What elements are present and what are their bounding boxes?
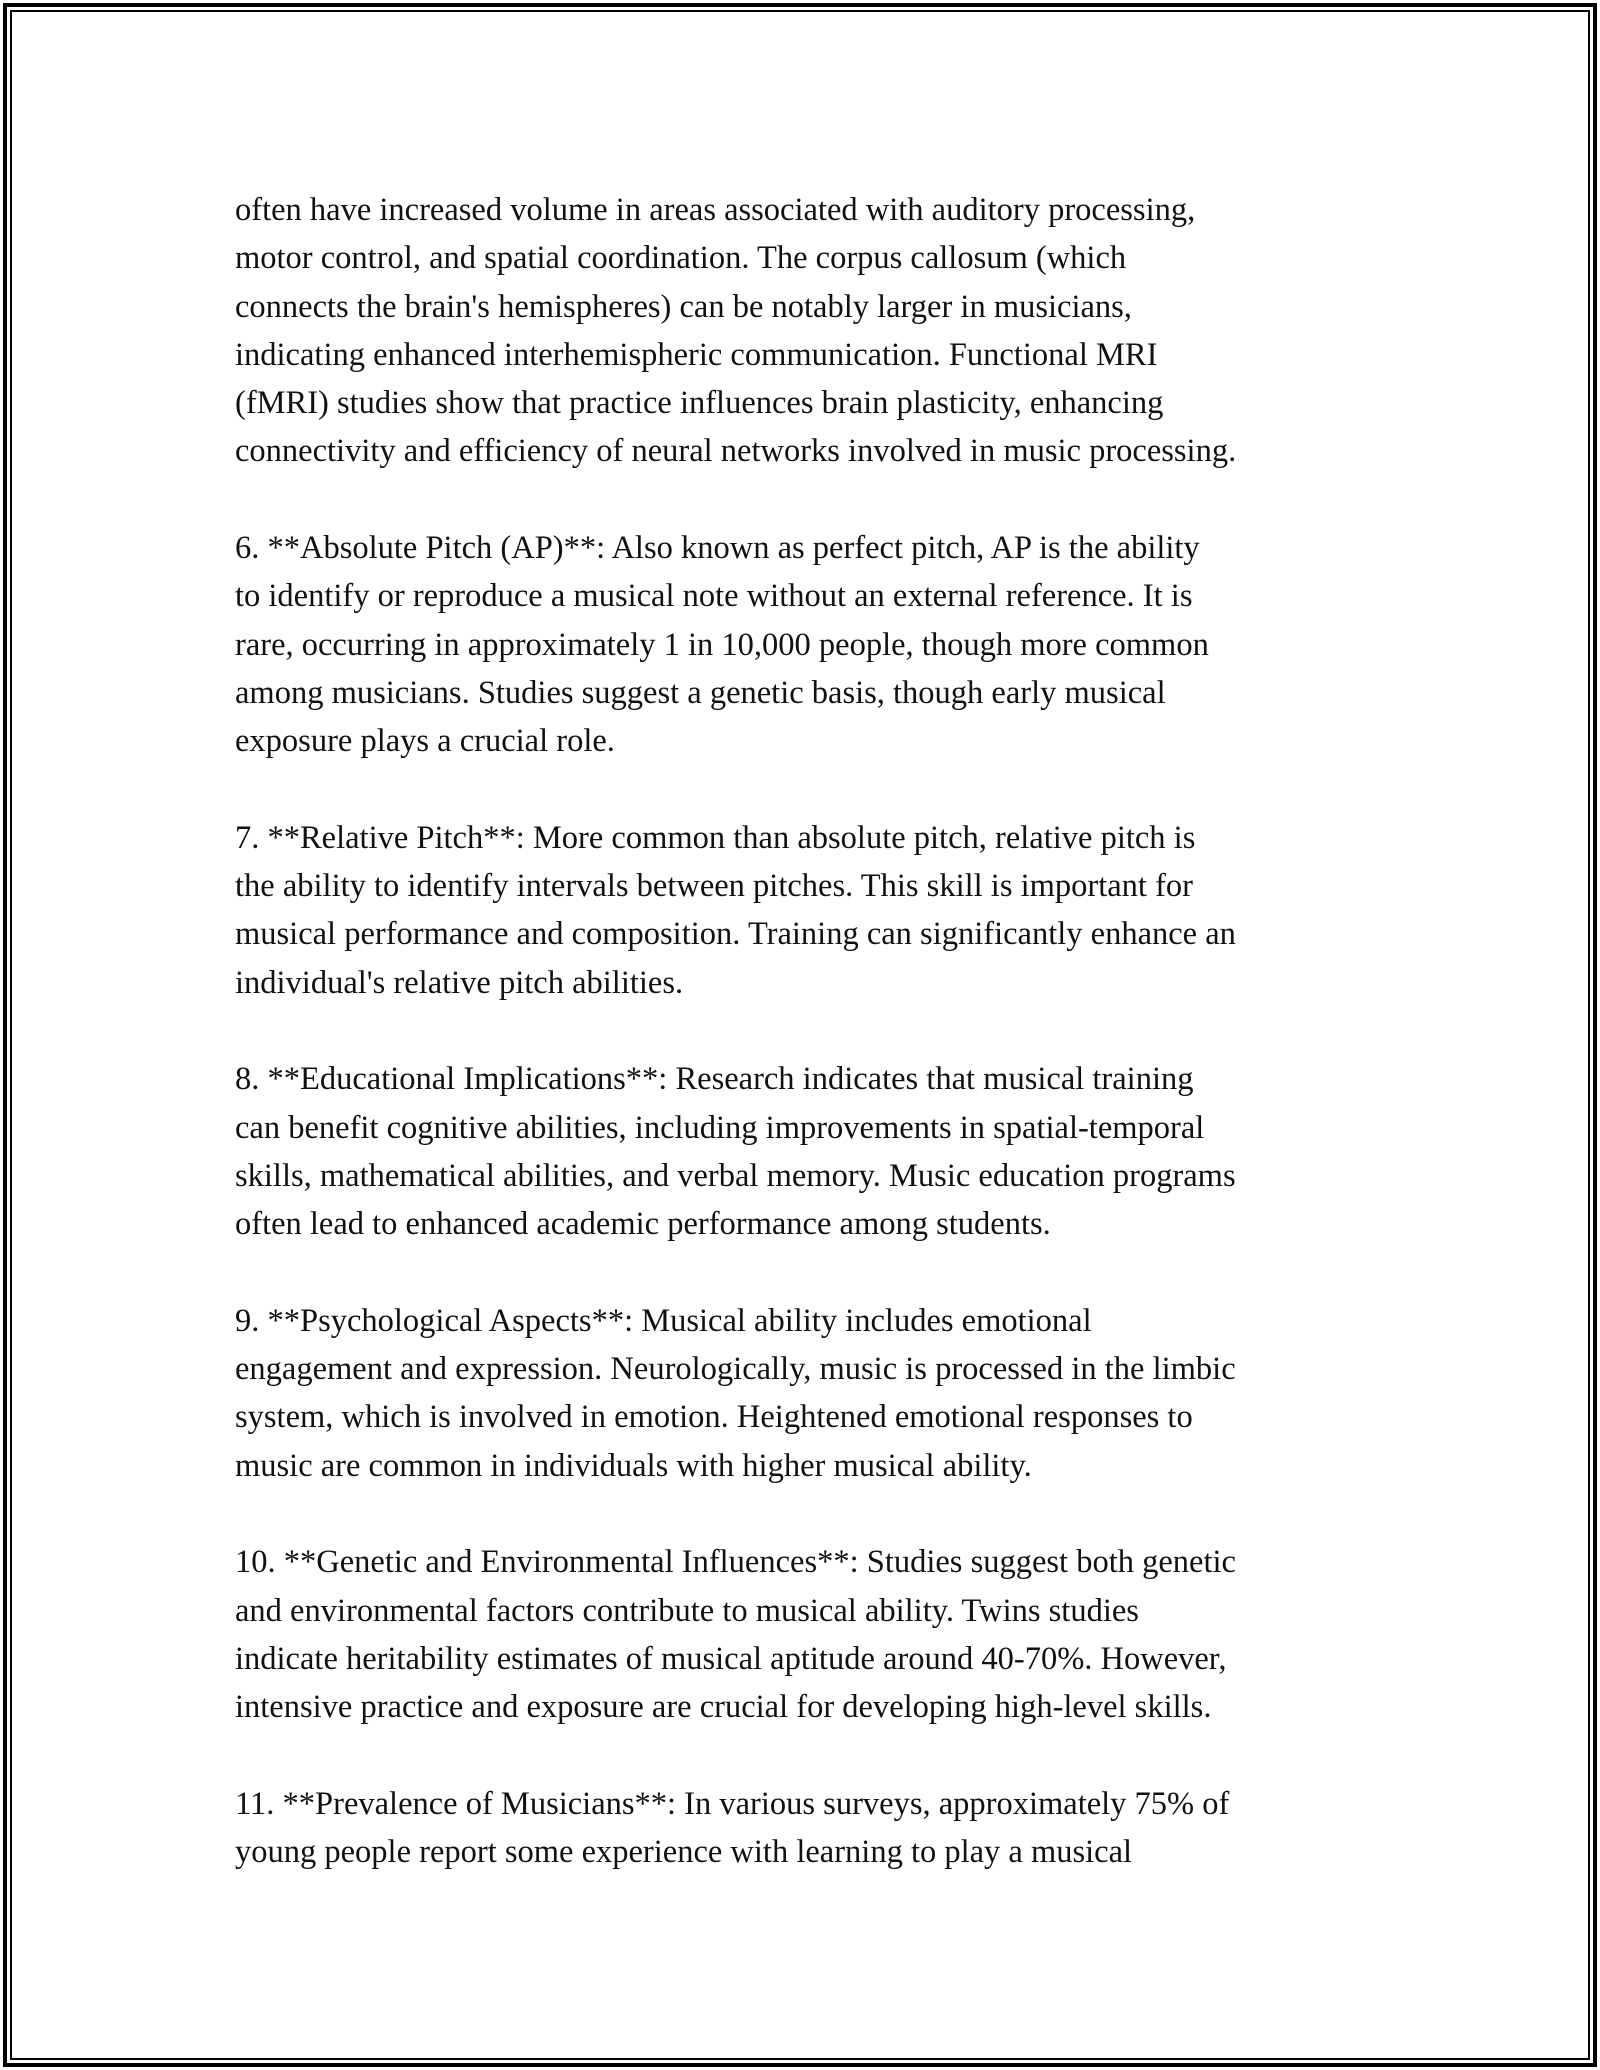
- text-line: rare, occurring in approximately 1 in 10,000 people, though more common: [235, 626, 1209, 663]
- text-line: often have increased volume in areas associated with auditory processing,: [235, 192, 1196, 228]
- text-line: engagement and expression. Neurologically, music is processed in the limbic: [235, 1351, 1236, 1388]
- paragraph-brain-structure: [235, 186, 1395, 476]
- paragraph-psychological-aspects: [235, 1297, 1395, 1490]
- text-line: 7. **Relative Pitch**: More common than absolute pitch, relative pitch is: [235, 819, 1196, 856]
- paragraph-relative-pitch: [235, 814, 1395, 1007]
- text-line: 11. **Prevalence of Musicians**: In various surveys, approximately 75% of: [235, 1785, 1230, 1822]
- text-line: connects the brain's hemispheres) can be notably larger in musicians,: [235, 288, 1132, 325]
- text-line: system, which is involved in emotion. Heightened emotional responses to: [235, 1399, 1193, 1436]
- text-line: music are common in individuals with higher musical ability.: [235, 1447, 1032, 1484]
- text-line: to identify or reproduce a musical note without an external reference. It is: [235, 578, 1193, 615]
- paragraph-prevalence-musicians: [235, 1780, 1395, 1877]
- text-line: 8. **Educational Implications**: Research indicates that musical training: [235, 1061, 1194, 1098]
- document-body: [235, 186, 1395, 1925]
- text-line: intensive practice and exposure are crucial for developing high-level skills.: [235, 1689, 1212, 1726]
- text-line: young people report some experience with learning to play a musical: [235, 1834, 1133, 1871]
- text-line: individual's relative pitch abilities.: [235, 964, 684, 1001]
- text-line: 6. **Absolute Pitch (AP)**: Also known as perfect pitch, AP is the ability: [235, 530, 1200, 567]
- text-line: motor control, and spatial coordination. The corpus callosum (which: [235, 240, 1127, 277]
- text-line: musical performance and composition. Training can significantly enhance an: [235, 916, 1236, 953]
- text-line: can benefit cognitive abilities, including improvements in spatial-temporal: [235, 1109, 1205, 1146]
- text-line: indicating enhanced interhemispheric communication. Functional MRI: [235, 336, 1158, 373]
- text-line: indicate heritability estimates of musical aptitude around 40-70%. However,: [235, 1640, 1227, 1677]
- text-line: among musicians. Studies suggest a genetic basis, though early musical: [235, 674, 1166, 711]
- text-line: 9. **Psychological Aspects**: Musical ability includes emotional: [235, 1302, 1092, 1339]
- text-line: (fMRI) studies show that practice influences brain plasticity, enhancing: [235, 385, 1164, 422]
- text-line: and environmental factors contribute to musical ability. Twins studies: [235, 1592, 1139, 1629]
- text-line: often lead to enhanced academic performance among students.: [235, 1206, 1051, 1243]
- paragraph-educational-implications: [235, 1055, 1395, 1248]
- paragraph-absolute-pitch: [235, 524, 1395, 765]
- text-line: skills, mathematical abilities, and verbal memory. Music education programs: [235, 1157, 1236, 1194]
- text-line: 10. **Genetic and Environmental Influences**: Studies suggest both genetic: [235, 1544, 1236, 1581]
- text-line: the ability to identify intervals between pitches. This skill is important for: [235, 868, 1193, 905]
- text-line: exposure plays a crucial role.: [235, 723, 615, 760]
- text-line: connectivity and efficiency of neural networks involved in music processing.: [235, 433, 1237, 470]
- paragraph-genetic-environmental: [235, 1538, 1395, 1731]
